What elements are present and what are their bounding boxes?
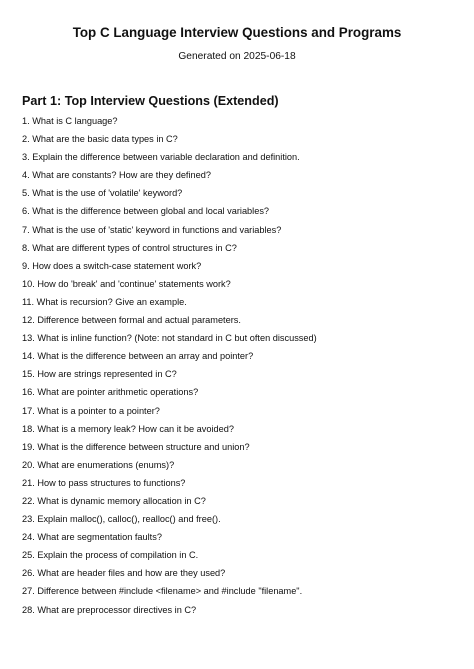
question-item: 26. What are header files and how are they used? (22, 568, 226, 579)
question-item: 2. What are the basic data types in C? (22, 134, 178, 145)
question-item: 6. What is the difference between global and local variables? (22, 206, 270, 217)
question-item: 1. What is C language? (22, 116, 118, 126)
section-heading: Part 1: Top Interview Questions (Extended) (22, 94, 279, 108)
question-item: 18. What is a memory leak? How can it be avoided? (22, 423, 234, 434)
question-item: 14. What is the difference between an array and pointer? (22, 351, 254, 362)
question-item: 12. Difference between formal and actual parameters. (22, 315, 241, 326)
question-item: 8. What are different types of control structures in C? (22, 242, 237, 253)
question-item: 28. What are preprocessor directives in C? (22, 604, 197, 615)
question-item: 22. What is dynamic memory allocation in C? (22, 495, 206, 506)
question-item: 21. How to pass structures to functions? (22, 477, 186, 488)
question-item: 13. What is inline function? (Note: not standard in C but often discussed) (22, 333, 317, 344)
question-item: 5. What is the use of 'volatile' keyword? (22, 188, 183, 199)
question-item: 7. What is the use of 'static' keyword in functions and variables? (22, 224, 282, 235)
question-item: 11. What is recursion? Give an example. (22, 296, 187, 307)
question-item: 24. What are segmentation faults? (22, 532, 162, 543)
question-item: 3. Explain the difference between variable declaration and definition. (22, 152, 300, 163)
question-item: 15. How are strings represented in C? (22, 369, 177, 380)
question-item: 17. What is a pointer to a pointer? (22, 405, 160, 416)
question-item: 16. What are pointer arithmetic operations? (22, 387, 199, 398)
question-item: 10. How do 'break' and 'continue' statements work? (22, 278, 231, 289)
question-list (22, 115, 462, 622)
question-item: 9. How does a switch-case statement work? (22, 260, 202, 271)
generated-date: Generated on 2025-06-18 (178, 51, 296, 62)
question-item: 25. Explain the process of compilation in C. (22, 550, 199, 561)
document-title: Top C Language Interview Questions and Programs (72, 25, 402, 40)
question-item: 27. Difference between #include <filename> and #include "filename". (22, 586, 303, 597)
question-item: 23. Explain malloc(), calloc(), realloc() and free(). (22, 514, 221, 525)
question-item: 19. What is the difference between structure and union? (22, 441, 250, 452)
question-item: 20. What are enumerations (enums)? (22, 459, 175, 470)
question-item: 4. What are constants? How are they defined? (22, 170, 211, 181)
